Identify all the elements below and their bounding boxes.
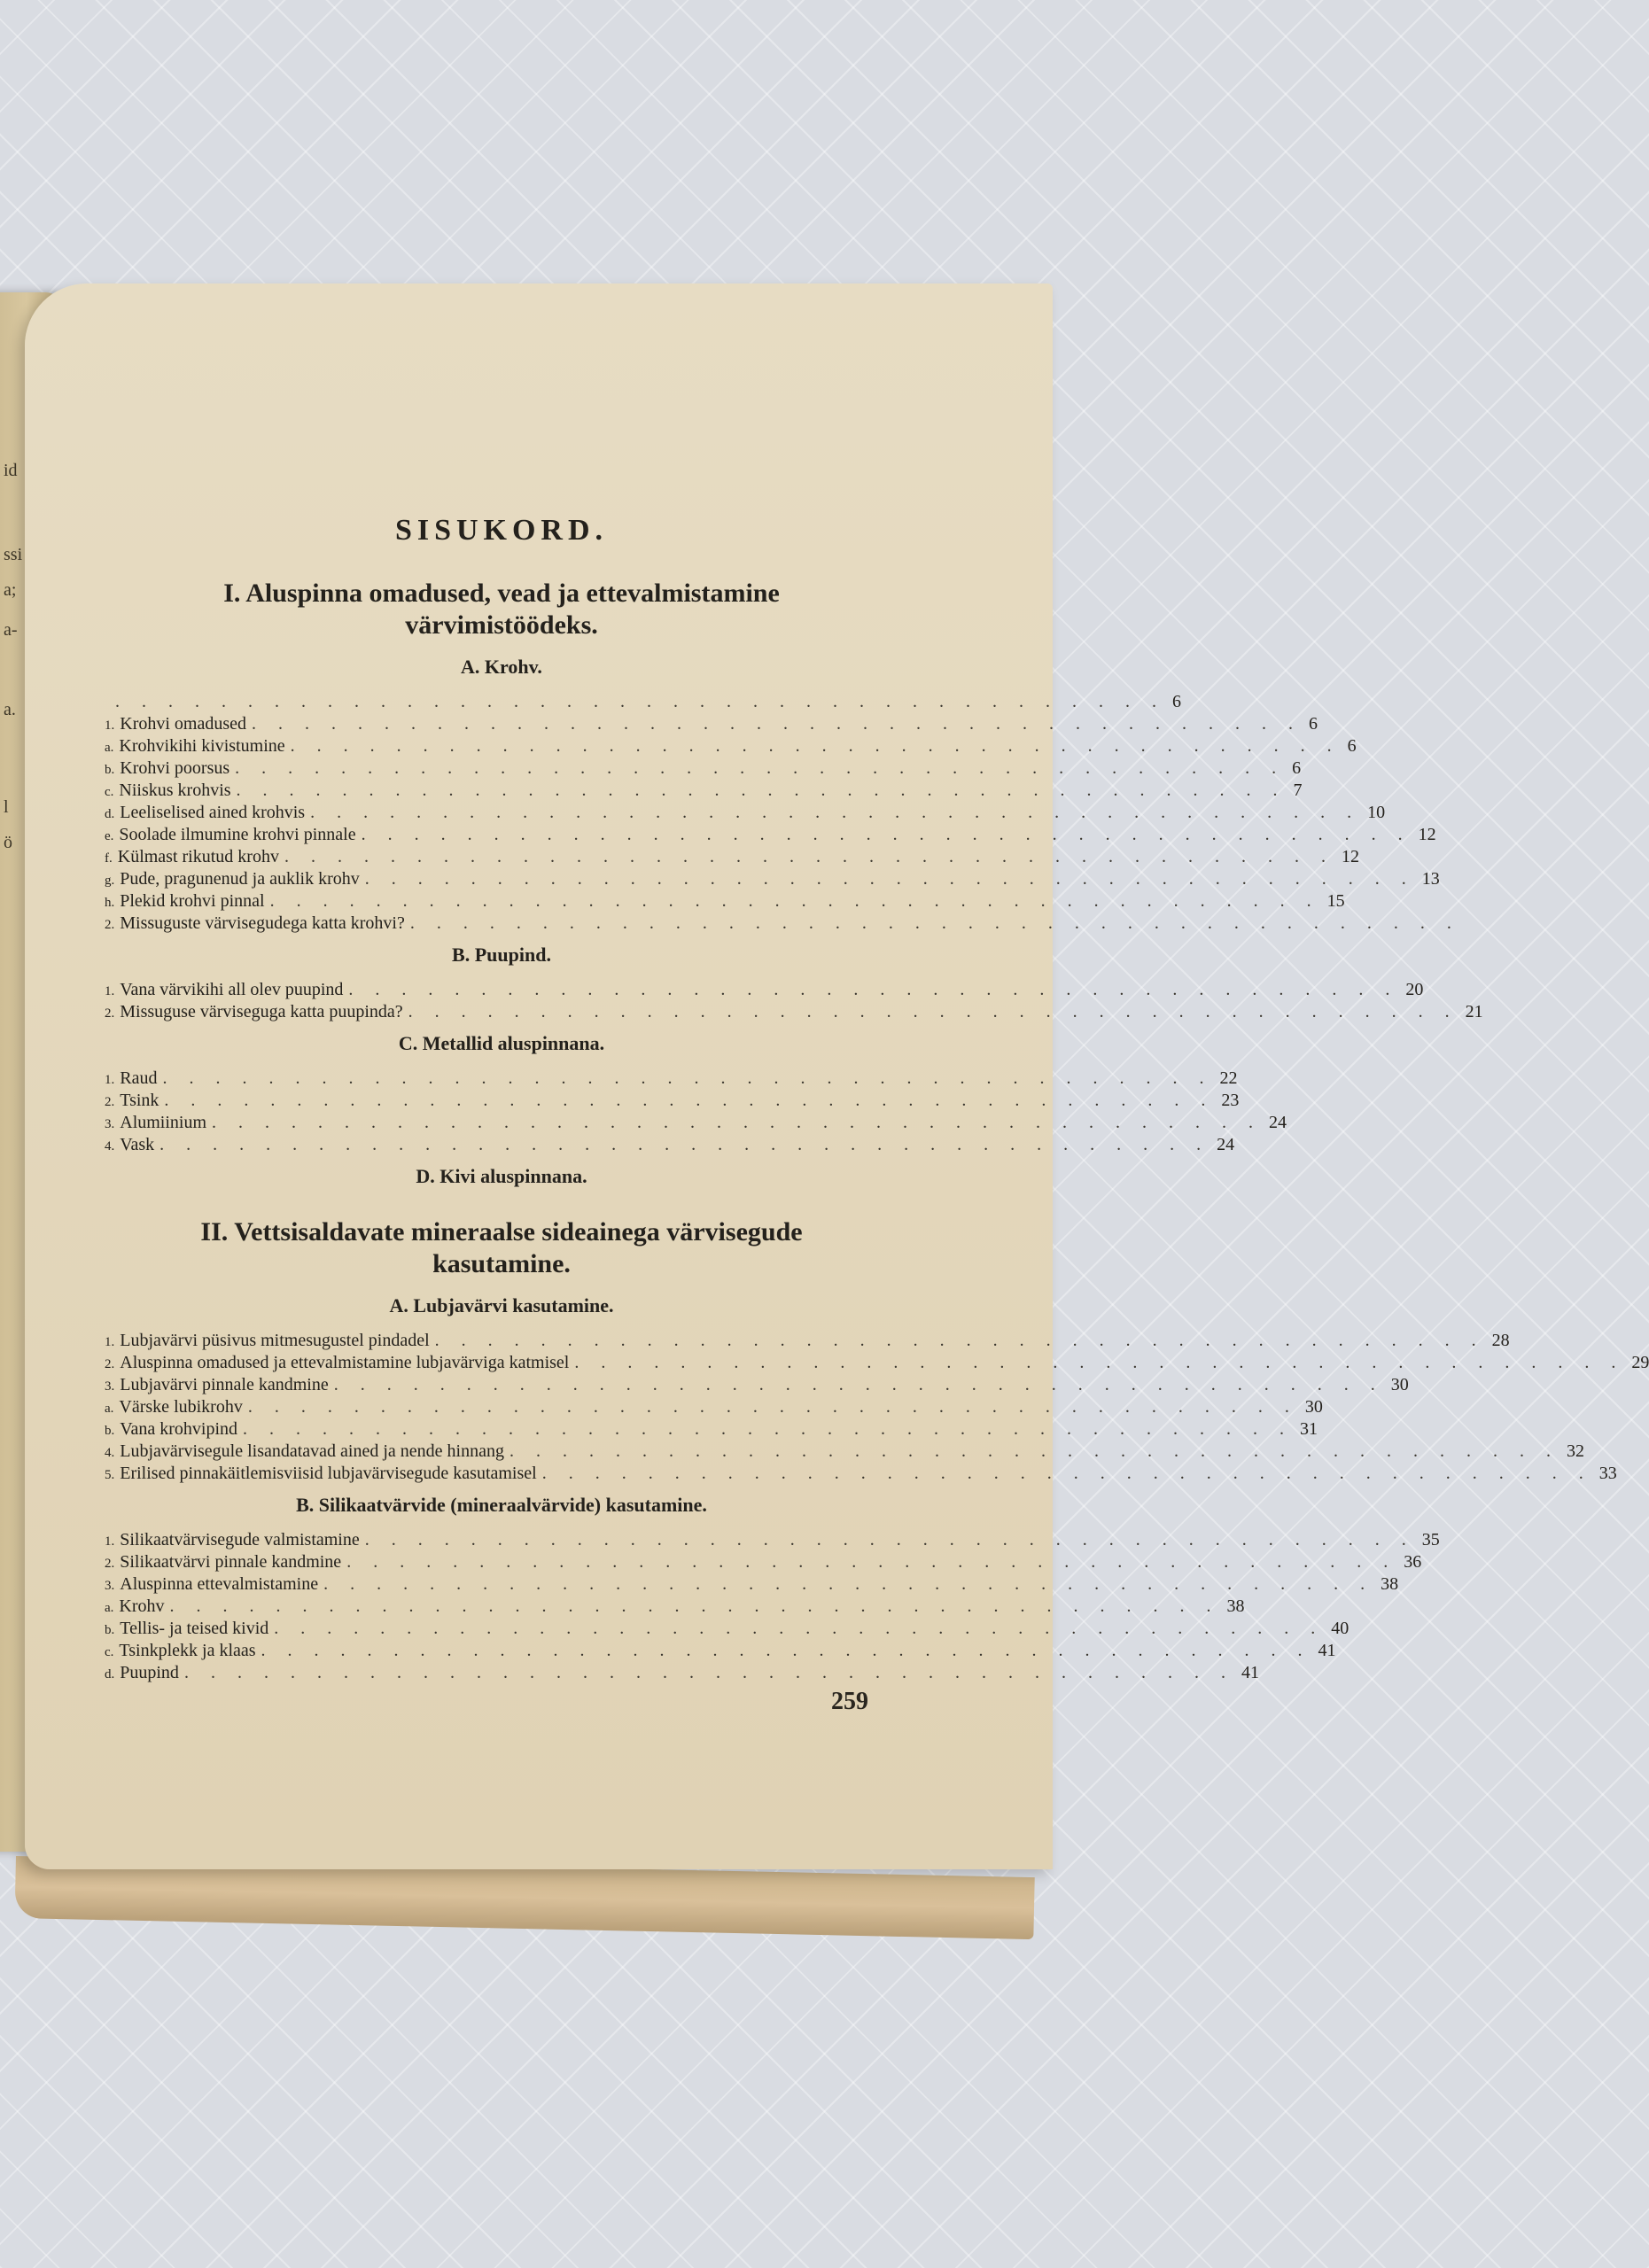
entry-number: d. bbox=[105, 807, 115, 821]
entry-number: 5. bbox=[105, 1468, 115, 1482]
dot-leader: . . . . . . . . . . . . . . . . . . . . . . . . . . . . . . . . . . . . . . . . bbox=[333, 1375, 1384, 1394]
part-heading bbox=[105, 578, 898, 641]
entry-number: 2. bbox=[105, 1357, 115, 1371]
dot-leader: . . . . . . . . . . . . . . . . . . . . . . . . . . . . . . . . . . . . . . . . bbox=[274, 1619, 1325, 1638]
entry-title: Krohvi omadused bbox=[120, 714, 247, 734]
part-heading-line: II. Vettsisaldavate mineraalse sideainega värvisegude bbox=[200, 1217, 803, 1247]
toc-entry bbox=[105, 1418, 1318, 1441]
entry-title: Alumiinium bbox=[120, 1113, 207, 1132]
toc-entry bbox=[105, 1068, 1238, 1090]
entry-page: 30 bbox=[1390, 1375, 1409, 1394]
entry-number: a. bbox=[105, 1402, 114, 1416]
entry-title: Vask bbox=[120, 1135, 155, 1154]
dot-leader: . . . . . . . . . . . . . . . . . . . . . . . . . . . . . . . . . . . . . . . . bbox=[159, 1135, 1210, 1154]
toc-entry bbox=[105, 913, 1460, 935]
entry-number: g. bbox=[105, 874, 115, 888]
entry-number: 4. bbox=[105, 1139, 115, 1153]
entry-title: Silikaatvärvi pinnale kandmine bbox=[120, 1552, 342, 1572]
entry-number: b. bbox=[105, 1424, 115, 1438]
facing-page-fragment: id bbox=[4, 461, 18, 480]
entry-title: Krohvi poorsus bbox=[120, 758, 230, 778]
entry-number: a. bbox=[105, 741, 114, 755]
part-heading-line: kasutamine. bbox=[432, 1249, 571, 1278]
entry-page: 7 bbox=[1293, 781, 1303, 800]
entry-page: 22 bbox=[1219, 1068, 1238, 1088]
entry-title: Silikaatvärvisegude valmistamine bbox=[120, 1530, 360, 1550]
dot-leader: . . . . . . . . . . . . . . . . . . . . . . . . . . . . . . . . . . . . . . . . bbox=[574, 1353, 1625, 1372]
toc-entry bbox=[105, 1112, 1287, 1134]
entry-title: Aluspinna omadused ja ettevalmistamine lubjavärviga katmisel bbox=[120, 1353, 570, 1372]
entry-page: 30 bbox=[1304, 1397, 1323, 1417]
entry-page: 38 bbox=[1226, 1596, 1245, 1616]
section-heading: A. Krohv. bbox=[461, 656, 542, 678]
toc-entry bbox=[105, 1662, 1259, 1684]
dot-leader: . . . . . . . . . . . . . . . . . . . . . . . . . . . . . . . . . . . . . . . . bbox=[261, 1641, 1311, 1660]
toc-entry bbox=[105, 713, 1318, 735]
entry-number: b. bbox=[105, 763, 115, 777]
entry-page: 33 bbox=[1598, 1464, 1617, 1483]
entry-number: 2. bbox=[105, 1006, 115, 1021]
part-heading-line: värvimistöödeks. bbox=[405, 610, 598, 640]
entry-number: 4. bbox=[105, 1446, 115, 1460]
toc-entry bbox=[105, 890, 1345, 913]
entry-title: Külmast rikutud krohv bbox=[117, 847, 279, 866]
entry-number: 1. bbox=[105, 718, 115, 733]
part-heading-line: I. Aluspinna omadused, vead ja ettevalmistamine bbox=[223, 579, 780, 608]
dot-leader: . . . . . . . . . . . . . . . . . . . . . . . . . . . . . . . . . . . . . . . . bbox=[509, 1441, 1560, 1461]
entry-title: Tsink bbox=[120, 1091, 159, 1110]
toc-entry bbox=[105, 1463, 1617, 1485]
section-gap bbox=[105, 1200, 898, 1216]
toc-entry bbox=[105, 1352, 1649, 1374]
entry-title: Puupind bbox=[120, 1663, 179, 1682]
toc-entry bbox=[105, 1330, 1510, 1352]
entry-title: Lubjavärvi püsivus mitmesugustel pindadel bbox=[120, 1331, 430, 1350]
entry-page: 10 bbox=[1367, 803, 1386, 822]
dot-leader: . . . . . . . . . . . . . . . . . . . . . . . . . . . . . . . . . . . . . . . . bbox=[364, 869, 1415, 889]
entry-page: 6 bbox=[1292, 758, 1302, 778]
dot-leader: . . . . . . . . . . . . . . . . . . . . . . . . . . . . . . . . . . . . . . . . bbox=[541, 1464, 1592, 1483]
section-heading: D. Kivi aluspinnana. bbox=[416, 1165, 587, 1187]
toc-entry bbox=[105, 1573, 1399, 1596]
section-heading: B. Puupind. bbox=[452, 944, 551, 966]
facing-page-fragment: a- bbox=[4, 620, 18, 640]
toc-content bbox=[105, 514, 1649, 1684]
entry-title: Krohv bbox=[119, 1596, 165, 1616]
toc-entry bbox=[105, 1441, 1584, 1463]
entry-number: 1. bbox=[105, 1534, 115, 1549]
facing-page-fragment: ö bbox=[4, 833, 12, 852]
entry-number: 3. bbox=[105, 1379, 115, 1394]
dot-leader: . . . . . . . . . . . . . . . . . . . . . . . . . . . . . . . . . . . . . . . . bbox=[361, 825, 1412, 844]
toc-entry bbox=[105, 780, 1303, 802]
entry-number: d. bbox=[105, 1667, 115, 1682]
dot-leader: . . . . . . . . . . . . . . . . . . . . . . . . . . . . . . . . . . . . . . . . bbox=[323, 1574, 1374, 1594]
entry-page: 23 bbox=[1221, 1091, 1240, 1110]
entry-title: Värske lubikrohv bbox=[119, 1397, 243, 1417]
toc-entry bbox=[105, 1551, 1422, 1573]
entry-page: 12 bbox=[1341, 847, 1359, 866]
toc-entry bbox=[105, 802, 1386, 824]
dot-leader: . . . . . . . . . . . . . . . . . . . . . . . . . . . . . . . . . . . . . . . . bbox=[408, 1002, 1458, 1021]
entry-title: Soolade ilmumine krohvi pinnale bbox=[119, 825, 356, 844]
dot-leader: . . . . . . . . . . . . . . . . . . . . . . . . . . . . . . . . . . . . . . . . bbox=[252, 714, 1303, 734]
entry-number: 2. bbox=[105, 918, 115, 932]
entry-page: 41 bbox=[1318, 1641, 1336, 1660]
entry-number: a. bbox=[105, 1601, 114, 1615]
dot-leader: . . . . . . . . . . . . . . . . . . . . . . . . . . . . . . . . . . . . . . . . bbox=[290, 736, 1341, 756]
dot-leader: . . . . . . . . . . . . . . . . . . . . . . . . . . . . . . . . . . . . . . . . bbox=[235, 758, 1286, 778]
entry-number: 2. bbox=[105, 1557, 115, 1571]
toc-page bbox=[25, 284, 1649, 1869]
dot-leader: . . . . . . . . . . . . . . . . . . . . . . . . . . . . . . . . . . . . . . . . bbox=[247, 1397, 1298, 1417]
page-number: 259 bbox=[831, 1688, 868, 1715]
entry-title: Plekid krohvi pinnal bbox=[120, 891, 265, 911]
facing-page-fragment: a; bbox=[4, 580, 17, 600]
entry-title: Tsinkplekk ja klaas bbox=[119, 1641, 256, 1660]
entry-page: 24 bbox=[1269, 1113, 1287, 1132]
entry-number: e. bbox=[105, 829, 114, 843]
entry-page: 6 bbox=[1347, 736, 1357, 756]
entry-page: 36 bbox=[1404, 1552, 1422, 1572]
facing-page-fragment: a. bbox=[4, 700, 16, 719]
toc-entry bbox=[105, 1396, 1323, 1418]
toc-entry bbox=[105, 979, 1424, 1001]
dot-leader: . . . . . . . . . . . . . . . . . . . . . . . . . . . . . . . . . . . . . . . . bbox=[243, 1419, 1294, 1439]
dot-leader: . . . . . . . . . . . . . . . . . . . . . . . . . . . . . . . . . . . . . . . . bbox=[364, 1530, 1415, 1550]
dot-leader: . . . . . . . . . . . . . . . . . . . . . . . . . . . . . . . . . . . . . . . . bbox=[183, 1663, 1234, 1682]
dot-leader: . . . . . . . . . . . . . . . . . . . . . . . . . . . . . . . . . . . . . . . . bbox=[346, 1552, 1397, 1572]
entry-number: h. bbox=[105, 896, 115, 910]
dot-leader: . . . . . . . . . . . . . . . . . . . . . . . . . . . . . . . . . . . . . . . . bbox=[115, 692, 1165, 711]
entry-page: 32 bbox=[1566, 1441, 1584, 1461]
entry-number: 1. bbox=[105, 1073, 115, 1087]
toc-entry bbox=[105, 1640, 1336, 1662]
dot-leader: . . . . . . . . . . . . . . . . . . . . . . . . . . . . . . . . . . . . . . . . bbox=[284, 847, 1334, 866]
toc-entry bbox=[105, 1090, 1240, 1112]
toc-entry bbox=[105, 1618, 1350, 1640]
entry-page: 12 bbox=[1418, 825, 1436, 844]
toc-entry bbox=[105, 757, 1302, 780]
entry-page: 6 bbox=[1172, 692, 1181, 711]
entry-page: 31 bbox=[1300, 1419, 1318, 1439]
part-heading bbox=[105, 1216, 898, 1280]
entry-number: f. bbox=[105, 851, 113, 866]
entry-number: c. bbox=[105, 1645, 114, 1659]
toc-entry bbox=[105, 1374, 1409, 1396]
dot-leader: . . . . . . . . . . . . . . . . . . . . . . . . . . . . . . . . . . . . . . . . bbox=[348, 980, 1399, 999]
entry-page: 20 bbox=[1405, 980, 1424, 999]
dot-leader: . . . . . . . . . . . . . . . . . . . . . . . . . . . . . . . . . . . . . . . . bbox=[212, 1113, 1263, 1132]
entry-number: c. bbox=[105, 785, 114, 799]
entry-title: Raud bbox=[120, 1068, 158, 1088]
entry-page: 28 bbox=[1491, 1331, 1510, 1350]
section-heading: B. Silikaatvärvide (mineraalvärvide) kasutamine. bbox=[296, 1494, 707, 1516]
toc-entry bbox=[105, 735, 1357, 757]
toc-entry bbox=[105, 1529, 1440, 1551]
dot-leader: . . . . . . . . . . . . . . . . . . . . . . . . . . . . . . . . . . . . . . . . bbox=[169, 1596, 1220, 1616]
dot-leader: . . . . . . . . . . . . . . . . . . . . . . . . . . . . . . . . . . . . . . . . bbox=[434, 1331, 1485, 1350]
entry-title: Missuguste värvisegudega katta krohvi? bbox=[120, 913, 405, 933]
entry-page: 38 bbox=[1381, 1574, 1399, 1594]
page-title: SISUKORD. bbox=[394, 514, 609, 547]
entry-title: Pude, pragunenud ja auklik krohv bbox=[120, 869, 360, 889]
entry-title: Aluspinna ettevalmistamine bbox=[120, 1574, 319, 1594]
entry-title: Erilised pinnakäitlemisviisid lubjavärvisegude kasutamisel bbox=[120, 1464, 537, 1483]
entry-number: b. bbox=[105, 1623, 115, 1637]
dot-leader: . . . . . . . . . . . . . . . . . . . . . . . . . . . . . . . . . . . . . . . . bbox=[269, 891, 1320, 911]
entry-page: 21 bbox=[1465, 1002, 1483, 1021]
section-heading: A. Lubjavärvi kasutamine. bbox=[389, 1294, 614, 1317]
toc-entry bbox=[105, 868, 1440, 890]
toc-entry bbox=[105, 846, 1359, 868]
entry-title: Krohvikihi kivistumine bbox=[119, 736, 285, 756]
entry-title: Vana krohvipind bbox=[120, 1419, 238, 1439]
toc-entry bbox=[105, 1134, 1235, 1156]
entry-title: Tellis- ja teised kivid bbox=[120, 1619, 269, 1638]
entry-number: 2. bbox=[105, 1095, 115, 1109]
entry-page: 24 bbox=[1217, 1135, 1235, 1154]
section-heading: C. Metallid aluspinnana. bbox=[398, 1032, 605, 1054]
entry-page: 40 bbox=[1331, 1619, 1350, 1638]
entry-page: 6 bbox=[1309, 714, 1318, 734]
entry-page: 29 bbox=[1631, 1353, 1649, 1372]
entry-title: Lubjavärvi pinnale kandmine bbox=[120, 1375, 329, 1394]
dot-leader: . . . . . . . . . . . . . . . . . . . . . . . . . . . . . . . . . . . . . . . . bbox=[236, 781, 1287, 800]
toc-entry bbox=[105, 1596, 1245, 1618]
entry-number: 1. bbox=[105, 984, 115, 998]
entry-number: 1. bbox=[105, 1335, 115, 1349]
dot-leader: . . . . . . . . . . . . . . . . . . . . . . . . . . . . . . . . . . . . . . . . bbox=[310, 803, 1361, 822]
entry-title: Lubjavärvisegule lisandatavad ained ja nende hinnang bbox=[120, 1441, 504, 1461]
entry-page: 41 bbox=[1241, 1663, 1259, 1682]
dot-leader: . . . . . . . . . . . . . . . . . . . . . . . . . . . . . . . . . . . . . . . . bbox=[162, 1068, 1213, 1088]
dot-leader: . . . . . . . . . . . . . . . . . . . . . . . . . . . . . . . . . . . . . . . . bbox=[409, 913, 1460, 933]
toc-entry bbox=[105, 1001, 1483, 1023]
facing-page-fragment: l bbox=[4, 797, 9, 817]
entry-page: 13 bbox=[1421, 869, 1440, 889]
entry-title: Missuguse värviseguga katta puupinda? bbox=[120, 1002, 403, 1021]
toc-entry bbox=[105, 691, 1181, 713]
facing-page-fragment: ssi bbox=[4, 545, 23, 564]
toc-entry bbox=[105, 824, 1436, 846]
entry-page: 15 bbox=[1326, 891, 1345, 911]
entry-title: Leeliselised ained krohvis bbox=[120, 803, 306, 822]
entry-title: Niiskus krohvis bbox=[119, 781, 231, 800]
entry-title: Vana värvikihi all olev puupind bbox=[120, 980, 344, 999]
entry-page: 35 bbox=[1421, 1530, 1440, 1550]
dot-leader: . . . . . . . . . . . . . . . . . . . . . . . . . . . . . . . . . . . . . . . . bbox=[164, 1091, 1215, 1110]
entry-number: 3. bbox=[105, 1117, 115, 1131]
entry-number: 3. bbox=[105, 1579, 115, 1593]
